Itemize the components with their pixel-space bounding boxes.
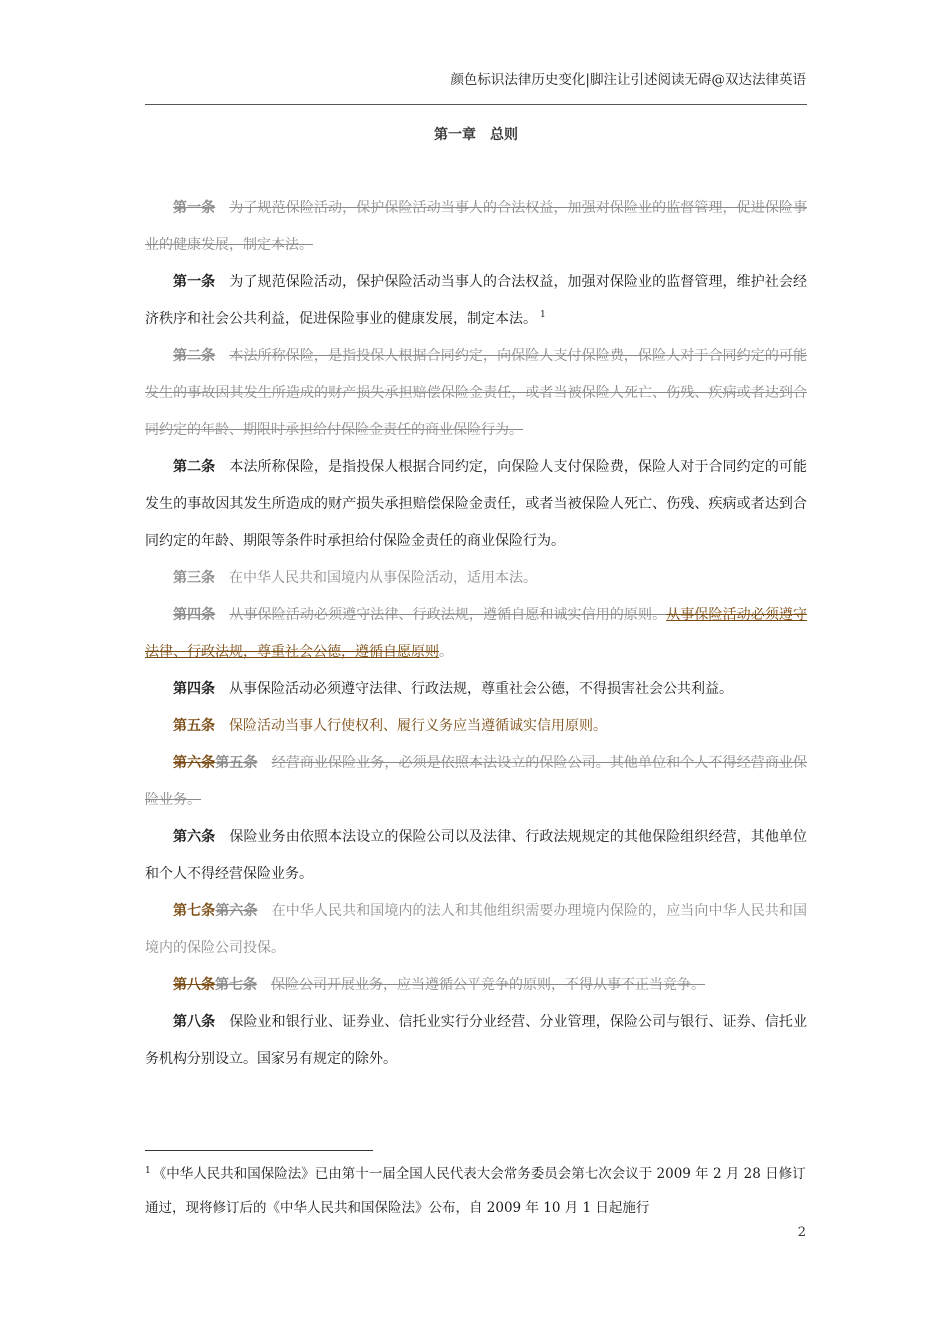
footnote-mark: 1 — [145, 1165, 151, 1176]
article-number-old: 第五条 — [215, 755, 258, 771]
article-2-deleted — [145, 338, 807, 449]
article-7 — [145, 893, 807, 967]
article-number-old: 第六条 — [215, 903, 258, 919]
article-text: 经营商业保险业务，必须是依照本法设立的保险公司。其他单位和个人不得经营商业保险业务。 — [145, 755, 808, 808]
article-number: 第一条 — [173, 274, 216, 290]
article-text: 为了规范保险活动，保护保险活动当事人的合法权益，加强对保险业的监督管理，促进保险事业的健康发展，制定本法。 — [145, 200, 808, 253]
footnote-rule — [145, 1150, 373, 1151]
article-text: 在中华人民共和国境内从事保险活动，适用本法。 — [229, 570, 537, 586]
article-text: 本法所称保险，是指投保人根据合同约定，向保险人支付保险费，保险人对于合同约定的可能发生的事故因其发生所造成的财产损失承担赔偿保险金责任，或者当被保险人死亡、伤残、疾病或者达到合同约定的年龄、期限等条件时承担给付保险金责任的商业保险行为。 — [145, 459, 808, 549]
article-number: 第一条 — [173, 200, 216, 216]
footnote — [145, 1157, 807, 1225]
article-5 — [145, 708, 807, 745]
article-6-deleted — [145, 745, 807, 819]
header-rule — [145, 104, 807, 105]
article-text: 保险公司开展业务，应当遵循公平竞争的原则，不得从事不正当竞争。 — [271, 977, 705, 993]
article-number-new: 第六条 — [173, 755, 216, 771]
article-number: 第八条 — [173, 1014, 216, 1030]
article-1 — [145, 264, 807, 338]
article-4 — [145, 671, 807, 708]
article-number-new: 第七条 — [173, 903, 216, 919]
article-3 — [145, 560, 807, 597]
article-text: 保险业和银行业、证券业、信托业实行分业经营、分业管理，保险公司与银行、证券、信托业务机构分别设立。国家另有规定的除外。 — [145, 1014, 808, 1067]
article-number: 第四条 — [173, 681, 215, 697]
article-text-amended: 从事保险活动必须遵守法律、行政法规，尊重社会公德，遵循自愿原则 — [145, 607, 808, 660]
article-number: 第四条 — [173, 607, 216, 623]
chapter-title: 第一章 总则 — [434, 127, 518, 143]
article-text: 为了规范保险活动，保护保险活动当事人的合法权益，加强对保险业的监督管理，维护社会经济秩序和社会公共利益，促进保险事业的健康发展，制定本法。 — [145, 274, 808, 327]
article-1-deleted — [145, 190, 807, 264]
article-text-end: 。 — [439, 644, 453, 660]
article-text: 保险活动当事人行使权利、履行义务应当遵循诚实信用原则。 — [229, 718, 607, 734]
page-number: 2 — [797, 1225, 806, 1240]
article-8-deleted — [145, 967, 807, 1004]
article-8 — [145, 1004, 807, 1078]
article-text: 从事保险活动必须遵守法律、行政法规，遵循自愿和诚实信用的原则。 — [229, 607, 667, 623]
article-text: 从事保险活动必须遵守法律、行政法规，尊重社会公德，不得损害社会公共利益。 — [229, 681, 733, 697]
article-text: 在中华人民共和国境内的法人和其他组织需要办理境内保险的，应当向中华人民共和国境内的保险公司投保。 — [145, 903, 808, 956]
article-4-deleted — [145, 597, 807, 671]
footnote-text: 《中华人民共和国保险法》已由第十一届全国人民代表大会常务委员会第七次会议于 2009 年 2 月 28 日修订通过，现将修订后的《中华人民共和国保险法》公布，自 2009 年 10 月 1 日起施行 — [145, 1166, 806, 1216]
article-number-old: 第七条 — [215, 977, 257, 993]
article-2 — [145, 449, 807, 560]
article-number: 第五条 — [173, 718, 215, 734]
article-text: 保险业务由依照本法设立的保险公司以及法律、行政法规规定的其他保险组织经营，其他单位和个人不得经营保险业务。 — [145, 829, 808, 882]
article-text: 本法所称保险，是指投保人根据合同约定，向保险人支付保险费，保险人对于合同约定的可能发生的事故因其发生所造成的财产损失承担赔偿保险金责任，或者当被保险人死亡、伤残、疾病或者达到合同约定的年龄、期限时承担给付保险金责任的商业保险行为。 — [145, 348, 808, 438]
article-number: 第六条 — [173, 829, 216, 845]
page-header: 颜色标识法律历史变化|脚注让引述阅读无碍@双达法律英语 — [450, 72, 806, 88]
article-number: 第二条 — [173, 459, 216, 475]
article-number: 第三条 — [173, 570, 215, 586]
document-body — [145, 190, 807, 1078]
footnote-reference[interactable]: 1 — [540, 310, 546, 321]
article-6 — [145, 819, 807, 893]
article-number-new: 第八条 — [173, 977, 215, 993]
article-number: 第二条 — [173, 348, 216, 364]
